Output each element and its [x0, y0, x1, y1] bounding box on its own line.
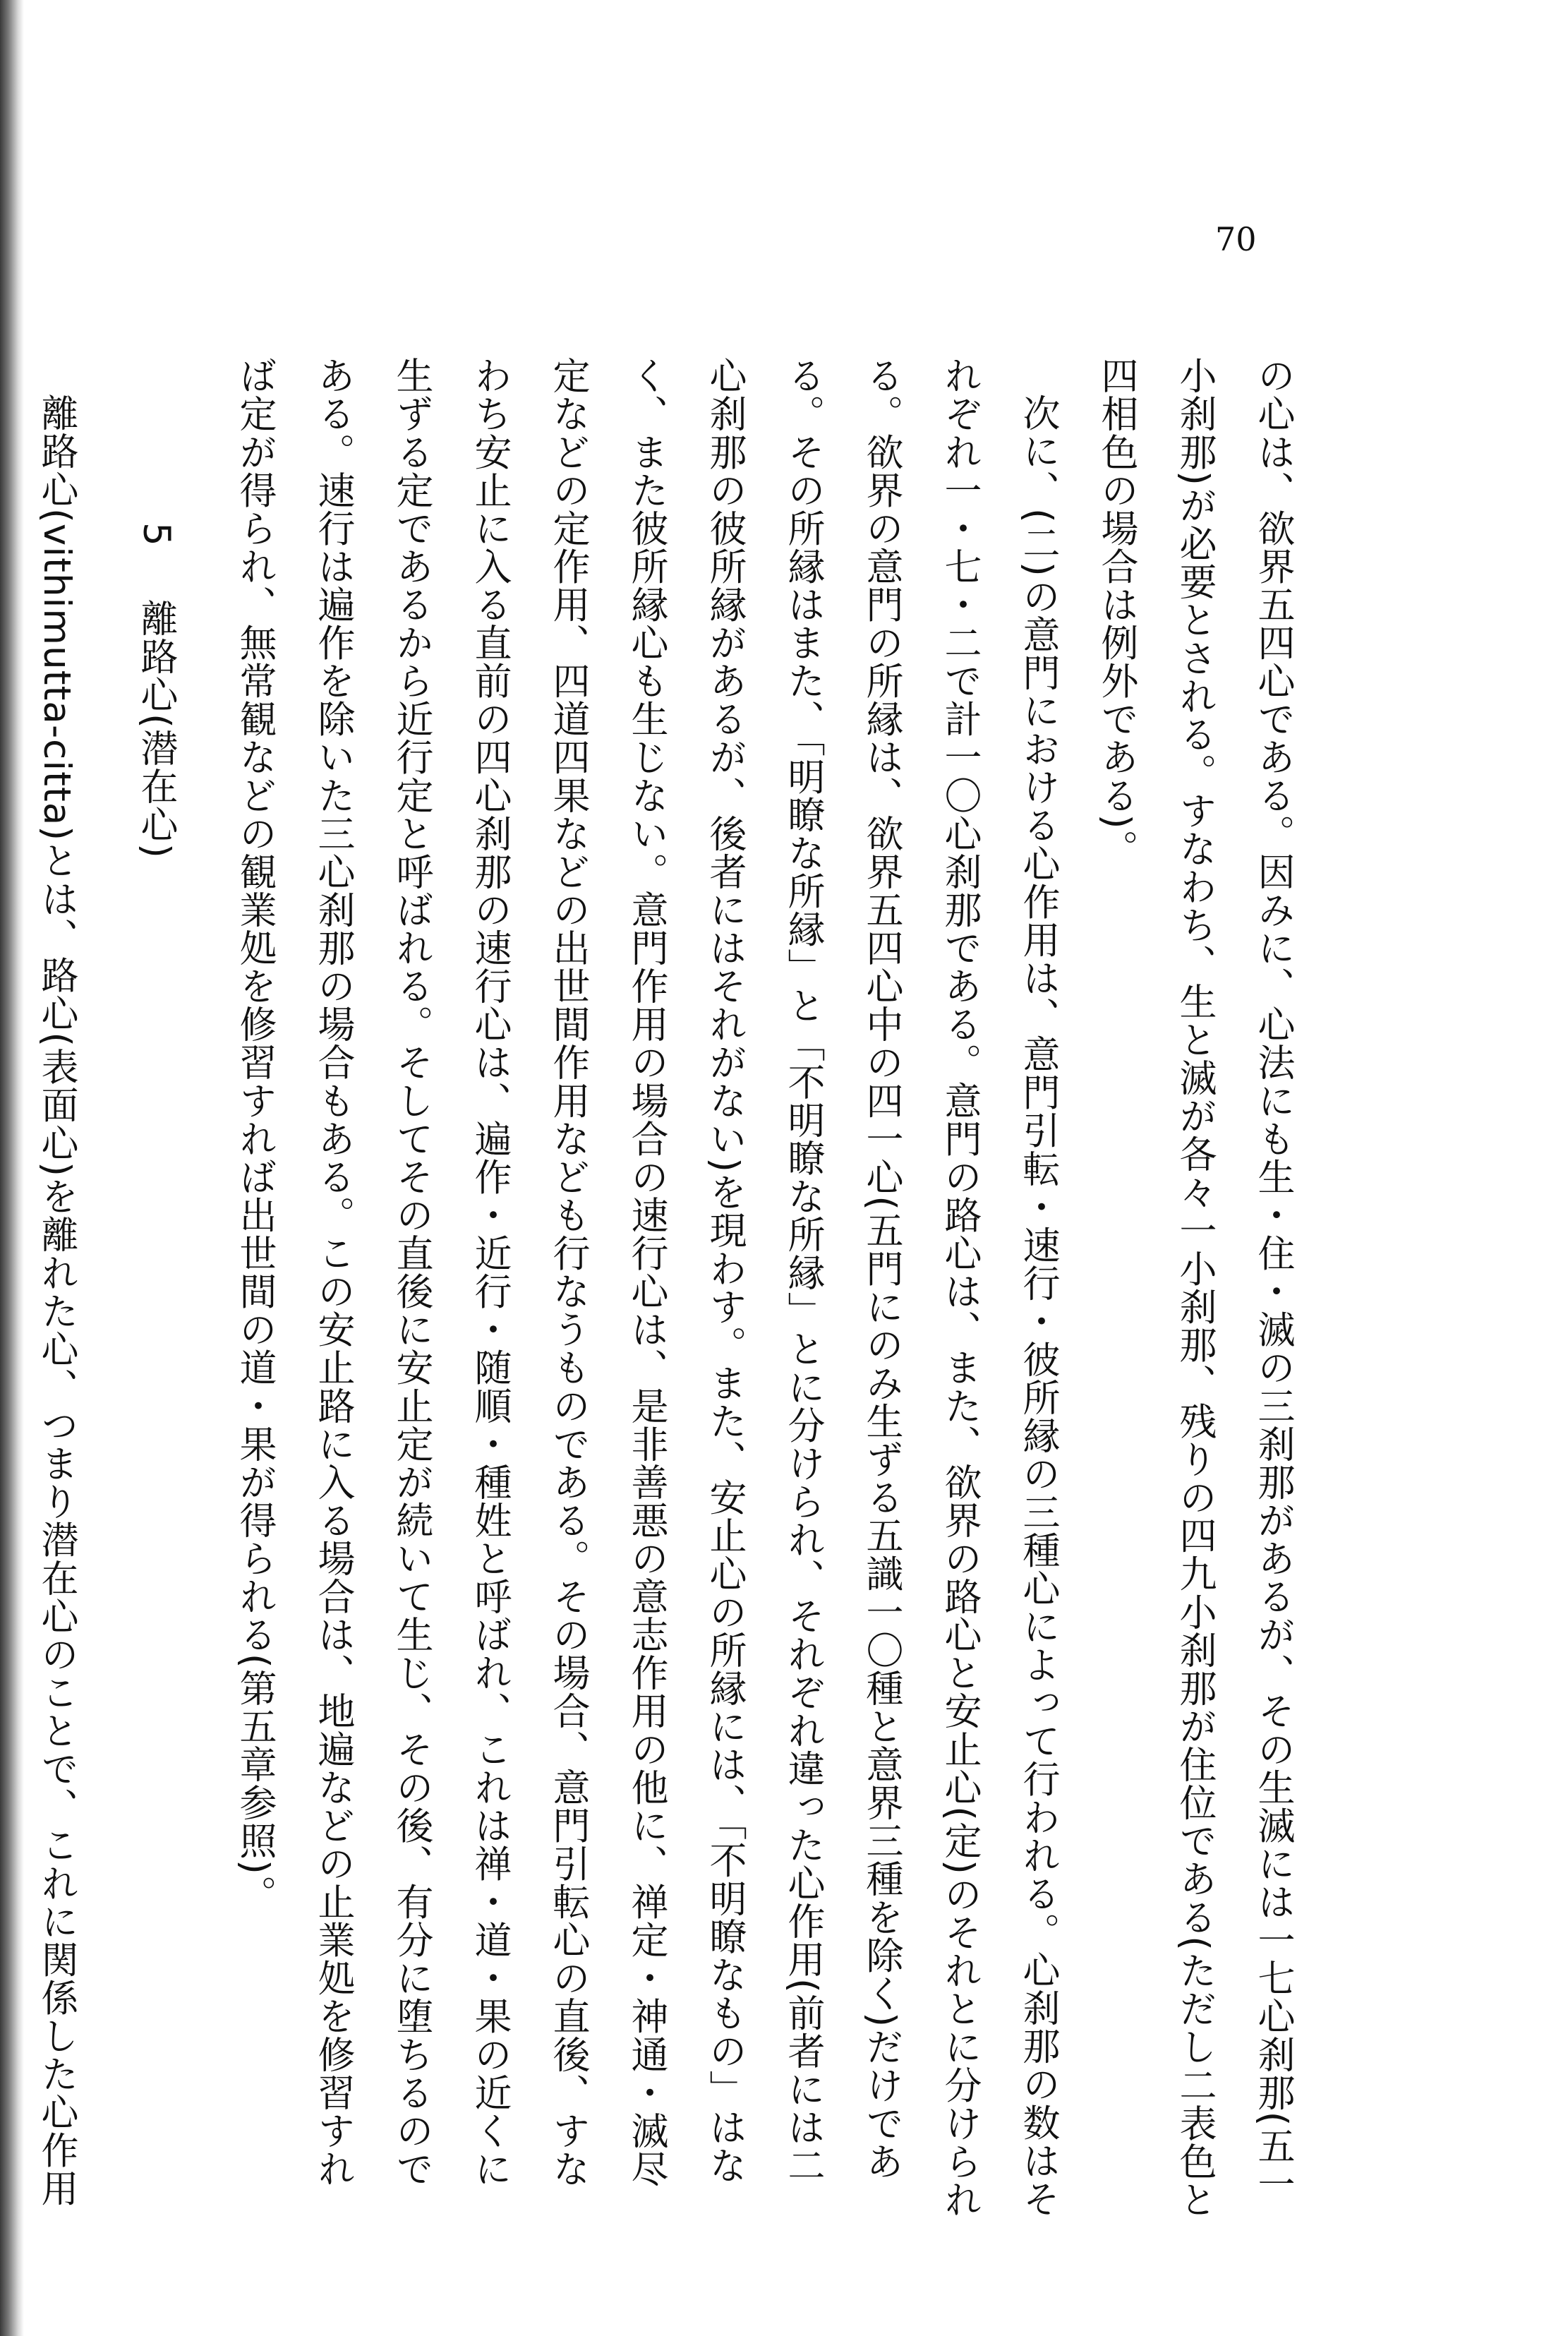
paragraph-continued: の心は、欲界五四心である。因みに、心法にも生・住・滅の三刹那があるが、その生滅には一七心刹那(五一小刹那)が必要とされる。すなわち、生と滅が各々一小刹那、残りの四九小刹那が住位である(ただし二表色と四相色の場合は例外である)。 — [1095, 356, 1295, 2219]
paragraph-mind-door: 次に、(二)の意門における心作用は、意門引転・速行・彼所縁の三種心によって行われる。心刹那の数はそれぞれ一・七・二で計一〇心刹那である。意門の路心は、また、欲界の路心と安止心(定)のそれとに分けられる。欲界の意門の所縁は、欲界五四心中の四一心(五門にのみ生ずる五識一〇種と意界三種を除く)だけである。その所縁はまた、「明瞭な所縁」と「不明瞭な所縁」とに分けられ、それぞれ違った心作用(前者には二心刹那の彼所縁があるが、後者にはそれがない)を現わす。また、安止心の所縁には、「不明瞭なもの」はなく、また彼所縁心も生じない。意門作用の場合の速行心は、是非善悪の意志作用の他に、禅定・神通・滅尽定などの定作用、四道四果などの出世間作用なども行なうものである。その場合、意門引転心の直後、すなわち安止に入る直前の四心刹那の速行心は、遍作・近行・随順・種姓と呼ばれ、これは禅・道・果の近くに生ずる定であるから近行定と呼ばれる。そしてその直後に安止定が続いて生じ、その後、有分に堕ちるのである。速行は遍作を除いた三心刹那の場合もある。この安止路に入る場合は、地遍などの止業処を修習すれば定が得られ、無常観などの観業処を修習すれば出世間の道・果が得られる(第五章参照)。 — [234, 356, 1060, 2219]
vertical-text-body — [35, 356, 1313, 2220]
paragraph-vithimutta: 離路心(vithimutta-citta)とは、路心(表面心)を離れた心、つまり潜在心のことで、これに関係した心作用 — [35, 394, 78, 2208]
section-number: 5 — [135, 522, 178, 547]
section-title: 離路心(潜在心) — [135, 598, 178, 859]
page-number: 70 — [1215, 220, 1257, 258]
section-heading — [96, 356, 216, 2220]
